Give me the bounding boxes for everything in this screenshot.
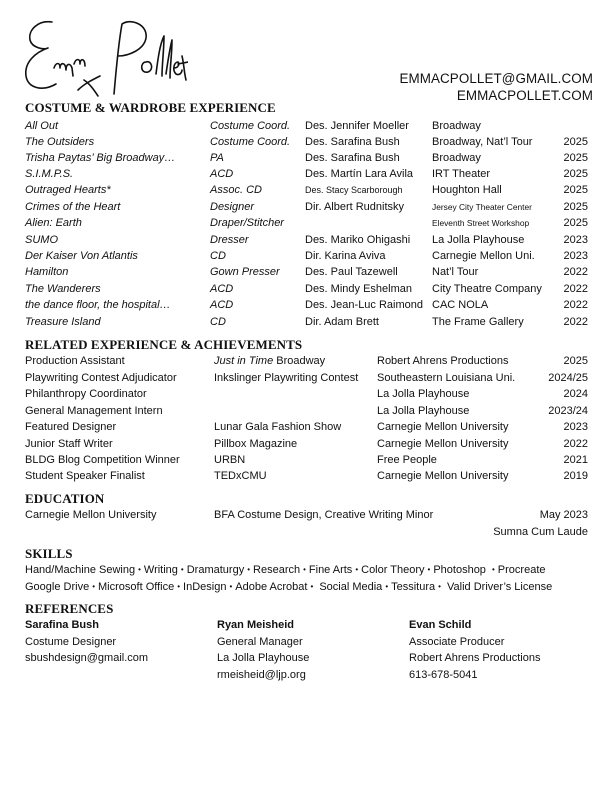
show-title: Alien: Earth — [25, 217, 82, 229]
table-row — [0, 386, 612, 402]
reference-row — [0, 634, 612, 650]
project — [214, 353, 325, 369]
show-title: The Wanderers — [25, 283, 101, 295]
venue: The Frame Gallery — [432, 316, 524, 328]
graduation-date: May 2023 — [539, 509, 588, 521]
table-row — [0, 166, 612, 182]
year: 2022 — [563, 316, 588, 328]
project: Lunar Gala Fashion Show — [214, 421, 342, 433]
venue: CAC NOLA — [432, 299, 489, 311]
venue: Houghton Hall — [432, 184, 502, 196]
venue: City Theatre Company — [432, 283, 542, 295]
email-link[interactable]: EMMACPOLLET@GMAIL.COM — [399, 71, 593, 86]
show-title: All Out — [25, 120, 59, 132]
venue: Nat’l Tour — [432, 266, 479, 278]
role: ACD — [210, 299, 234, 311]
role: PA — [210, 152, 224, 164]
table-row — [0, 182, 612, 198]
table-row — [0, 419, 612, 435]
skill-item: Procreate — [497, 564, 546, 576]
year: 2023 — [563, 421, 588, 433]
year: 2023 — [563, 250, 588, 262]
separator-dot: • — [438, 582, 441, 591]
organization: Robert Ahrens Productions — [377, 355, 509, 367]
skills-line — [25, 579, 552, 595]
position: General Management Intern — [25, 405, 163, 417]
show-title: The Outsiders — [25, 136, 95, 148]
venue: IRT Theater — [432, 168, 491, 180]
role: Draper/Stitcher — [210, 217, 284, 229]
skill-item: Hand/Machine Sewing — [25, 564, 136, 576]
year: 2025 — [563, 184, 588, 196]
skills-section-title: SKILLS — [25, 546, 73, 561]
role: Gown Presser — [210, 266, 280, 278]
project: Inkslinger Playwriting Contest — [214, 372, 359, 384]
table-row — [0, 281, 612, 297]
skill-item: Social Media — [316, 581, 383, 593]
separator-dot: • — [491, 565, 495, 574]
separator-dot: • — [303, 565, 306, 574]
position: Student Speaker Finalist — [25, 470, 145, 482]
organization: Carnegie Mellon University — [377, 421, 509, 433]
organization: Free People — [377, 454, 437, 466]
organization: Carnegie Mellon University — [377, 438, 509, 450]
skill-item: Photoshop — [433, 564, 489, 576]
reference-title: Costume Designer — [25, 636, 117, 648]
show-title: Crimes of the Heart — [25, 201, 121, 213]
reference-name: Evan Schild — [409, 619, 472, 631]
table-row — [0, 370, 612, 386]
role: Costume Coord. — [210, 136, 291, 148]
lead: Des. Sarafina Bush — [305, 152, 400, 164]
table-row — [0, 248, 612, 264]
table-row — [0, 215, 612, 231]
lead: Dir. Albert Rudnitsky — [305, 201, 405, 213]
table-row — [0, 353, 612, 369]
table-row — [0, 118, 612, 134]
role: Dresser — [210, 234, 249, 246]
reference-name: Ryan Meisheid — [217, 619, 295, 631]
honors-row — [0, 524, 612, 540]
role: CD — [210, 250, 226, 262]
show-title: Trisha Paytas’ Big Broadway… — [25, 152, 176, 164]
year: 2024/25 — [548, 372, 588, 384]
show-title: Hamilton — [25, 266, 69, 278]
project-italic: Just in Time — [214, 355, 274, 367]
skill-item: Google Drive — [25, 581, 90, 593]
skills-line — [25, 562, 546, 578]
reference-title: Associate Producer — [409, 636, 505, 648]
table-row — [0, 232, 612, 248]
costume-section-title: COSTUME & WARDROBE EXPERIENCE — [25, 100, 276, 115]
table-row — [0, 436, 612, 452]
related-section-title: RELATED EXPERIENCE & ACHIEVEMENTS — [25, 337, 303, 352]
table-row — [0, 264, 612, 280]
lead: Des. Mariko Ohigashi — [305, 234, 411, 246]
school: Carnegie Mellon University — [25, 509, 157, 521]
skill-item: Valid Driver’s License — [443, 581, 553, 593]
reference-row — [0, 667, 612, 683]
reference-title: General Manager — [217, 636, 303, 648]
website-link[interactable]: EMMACPOLLET.COM — [456, 88, 593, 103]
skill-item: Research — [253, 564, 301, 576]
year: 2023 — [563, 234, 588, 246]
separator-dot: • — [427, 565, 431, 574]
year: 2025 — [563, 168, 588, 180]
position: Production Assistant — [25, 355, 125, 367]
separator-dot: • — [138, 565, 141, 574]
reference-email[interactable]: sbushdesign@gmail.com — [25, 652, 149, 664]
table-row — [0, 468, 612, 484]
honors: Sumna Cum Laude — [493, 526, 588, 538]
table-row — [0, 134, 612, 150]
reference-phone: 613-678-5041 — [409, 669, 478, 681]
project: TEDxCMU — [214, 470, 267, 482]
signature-logo — [18, 10, 188, 100]
organization: Southeastern Louisiana Uni. — [377, 372, 516, 384]
year: 2022 — [563, 266, 588, 278]
reference-name: Sarafina Bush — [25, 619, 99, 631]
lead: Des. Jennifer Moeller — [305, 120, 409, 132]
reference-names-row — [0, 617, 612, 633]
skill-item: Adobe Acrobat — [235, 581, 308, 593]
position: Featured Designer — [25, 421, 117, 433]
reference-org: La Jolla Playhouse — [217, 652, 310, 664]
show-title: Treasure Island — [25, 316, 101, 328]
venue: La Jolla Playhouse — [432, 234, 525, 246]
year: 2024 — [563, 388, 588, 400]
organization: La Jolla Playhouse — [377, 405, 470, 417]
reference-row — [0, 650, 612, 666]
education-section-title: EDUCATION — [25, 491, 105, 506]
skill-item: Color Theory — [361, 564, 425, 576]
project: Pillbox Magazine — [214, 438, 298, 450]
table-row — [0, 297, 612, 313]
lead: Dir. Adam Brett — [305, 316, 379, 328]
organization: Carnegie Mellon University — [377, 470, 509, 482]
show-title: S.I.M.P.S. — [25, 168, 74, 180]
position: Junior Staff Writer — [25, 438, 113, 450]
skill-item: Dramaturgy — [186, 564, 245, 576]
reference-org: Robert Ahrens Productions — [409, 652, 541, 664]
separator-dot: • — [385, 582, 389, 591]
education-row — [0, 507, 612, 523]
role: Designer — [210, 201, 255, 213]
reference-email[interactable]: rmeisheid@ljp.org — [217, 669, 306, 681]
table-row — [0, 150, 612, 166]
show-title: SUMO — [25, 234, 58, 246]
year: 2025 — [563, 355, 588, 367]
year: 2025 — [563, 152, 588, 164]
skill-item: Fine Arts — [308, 564, 353, 576]
venue: Carnegie Mellon Uni. — [432, 250, 535, 262]
table-row — [0, 314, 612, 330]
project-text: Broadway — [273, 355, 326, 367]
skill-item: Microsoft Office — [98, 581, 175, 593]
lead: Des. Stacy Scarborough — [305, 185, 403, 195]
degree: BFA Costume Design, Creative Writing Minor — [214, 509, 434, 521]
role: Assoc. CD — [210, 184, 262, 196]
position: BLDG Blog Competition Winner — [25, 454, 180, 466]
skill-item: Writing — [143, 564, 178, 576]
lead: Des. Sarafina Bush — [305, 136, 400, 148]
show-title: the dance floor, the hospital… — [25, 299, 171, 311]
skill-item: InDesign — [183, 581, 227, 593]
lead: Dir. Karina Aviva — [305, 250, 386, 262]
separator-dot: • — [247, 565, 251, 574]
venue: Broadway — [432, 152, 481, 164]
venue: Eleventh Street Workshop — [432, 218, 530, 228]
venue: Jersey City Theater Center — [432, 202, 532, 212]
year: 2022 — [563, 438, 588, 450]
year: 2025 — [563, 201, 588, 213]
table-row — [0, 403, 612, 419]
role: CD — [210, 316, 226, 328]
separator-dot: • — [229, 582, 233, 591]
separator-dot: • — [355, 565, 359, 574]
organization: La Jolla Playhouse — [377, 388, 470, 400]
skill-item: Tessitura — [391, 581, 436, 593]
venue: Broadway, Nat’l Tour — [432, 136, 533, 148]
role: ACD — [210, 168, 234, 180]
role: Costume Coord. — [210, 120, 291, 132]
table-row — [0, 199, 612, 215]
references-section-title: REFERENCES — [25, 601, 114, 616]
separator-dot: • — [180, 565, 184, 574]
separator-dot: • — [310, 582, 314, 591]
lead: Des. Martín Lara Avila — [305, 168, 414, 180]
position: Playwriting Contest Adjudicator — [25, 372, 177, 384]
year: 2019 — [563, 470, 588, 482]
position: Philanthropy Coordinator — [25, 388, 147, 400]
show-title: Outraged Hearts* — [25, 184, 111, 196]
lead: Des. Jean-Luc Raimond — [305, 299, 424, 311]
role: ACD — [210, 283, 234, 295]
separator-dot: • — [92, 582, 96, 591]
year: 2025 — [563, 136, 588, 148]
venue: Broadway — [432, 120, 481, 132]
year: 2022 — [563, 299, 588, 311]
separator-dot: • — [177, 582, 181, 591]
table-row — [0, 452, 612, 468]
lead: Des. Mindy Eshelman — [305, 283, 412, 295]
year: 2022 — [563, 283, 588, 295]
year: 2023/24 — [548, 405, 588, 417]
contact-block — [399, 70, 593, 104]
show-title: Der Kaiser Von Atlantis — [25, 250, 138, 262]
project: URBN — [214, 454, 246, 466]
year: 2025 — [563, 217, 588, 229]
lead: Des. Paul Tazewell — [305, 266, 398, 278]
year: 2021 — [563, 454, 588, 466]
